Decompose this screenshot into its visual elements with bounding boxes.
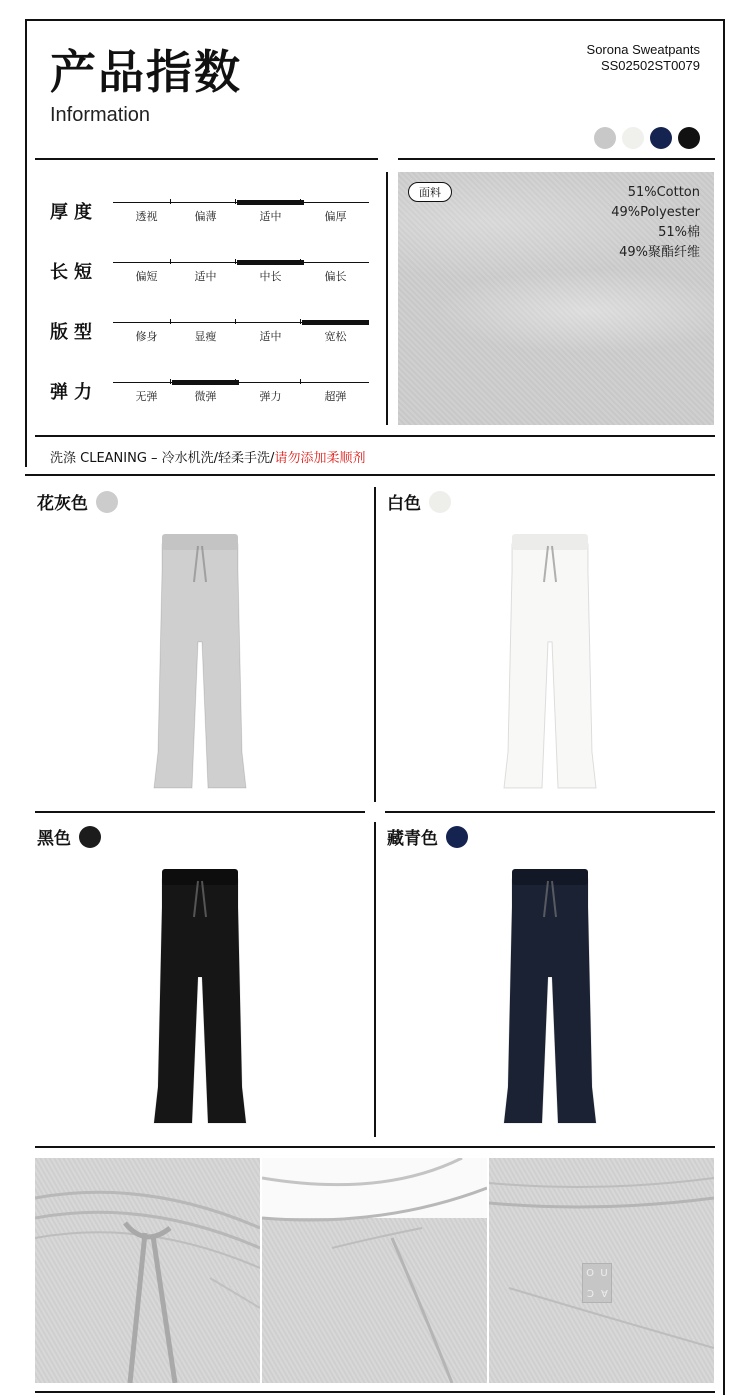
variant-vertical-divider-top <box>374 487 376 802</box>
variant-divider-right <box>385 811 715 813</box>
index-option-label: 微弹 <box>194 390 217 403</box>
index-option-bar <box>302 202 369 203</box>
index-option-label: 无弹 <box>135 390 158 403</box>
cleaning-text: 洗涤 CLEANING – 冷水机洗/轻柔手洗/ <box>50 451 275 466</box>
index-tick <box>170 259 171 264</box>
index-option <box>172 202 239 222</box>
index-vertical-divider <box>386 172 388 425</box>
page-subtitle: Information <box>50 104 151 126</box>
pants-waistband <box>162 869 238 885</box>
index-option <box>113 322 180 342</box>
color-swatches <box>594 127 700 149</box>
index-option <box>302 382 369 402</box>
pocket-illustration <box>262 1158 487 1383</box>
index-option-label: 修身 <box>135 330 158 343</box>
index-option <box>113 202 180 222</box>
index-tick <box>235 379 236 384</box>
pants-body <box>154 544 246 788</box>
index-option-bar <box>302 382 369 383</box>
brand-logo-patch <box>582 1263 612 1303</box>
variant-title <box>37 824 101 849</box>
index-option-label: 适中 <box>259 210 282 223</box>
variant-divider-left <box>35 811 365 813</box>
color-swatch <box>650 127 672 149</box>
index-option-label: 适中 <box>259 330 282 343</box>
fabric-line: 51%Cotton <box>627 185 700 200</box>
index-option-label: 偏长 <box>324 270 347 283</box>
logo-letter: A <box>600 1287 608 1298</box>
pants-waistband <box>162 534 238 550</box>
detail-photo-drawstring <box>35 1158 260 1383</box>
index-option-label: 透视 <box>135 210 158 223</box>
pants-image <box>500 532 600 792</box>
index-tick <box>170 379 171 384</box>
page-bottom-rule <box>35 1391 715 1393</box>
index-option-bar <box>302 320 369 325</box>
fabric-composition <box>611 183 700 263</box>
variant-name: 白色 <box>387 494 421 514</box>
cleaning-warning: 请勿添加柔顺剂 <box>274 451 366 466</box>
variant-title <box>387 489 451 514</box>
variant-title <box>387 824 468 849</box>
index-option-label: 适中 <box>194 270 217 283</box>
variant-color-dot <box>96 491 118 513</box>
index-option <box>172 262 239 282</box>
index-tick <box>300 379 301 384</box>
pants-body <box>504 879 596 1123</box>
index-tick <box>170 319 171 324</box>
index-tick <box>300 259 301 264</box>
variant-color-dot <box>446 826 468 848</box>
index-option-bar <box>172 380 239 385</box>
variant-name: 黑色 <box>37 829 71 849</box>
index-option <box>302 262 369 282</box>
index-option-bar <box>237 382 304 383</box>
fabric-tag: 面料 <box>408 182 452 202</box>
index-option-label: 偏薄 <box>194 210 217 223</box>
color-swatch <box>594 127 616 149</box>
frame-left <box>25 19 27 467</box>
index-option-label: 超弹 <box>324 390 347 403</box>
index-option <box>302 202 369 222</box>
detail-photo-logo <box>489 1158 714 1383</box>
product-name: Sorona Sweatpants <box>586 42 700 57</box>
header-divider-right <box>398 158 715 160</box>
index-option-label: 偏厚 <box>324 210 347 223</box>
index-option-label: 弹力 <box>259 390 282 403</box>
index-option-selected <box>172 382 239 402</box>
pants-body <box>154 879 246 1123</box>
index-option-selected <box>237 262 304 282</box>
cleaning-instructions <box>50 447 365 466</box>
pants-image <box>150 532 250 792</box>
index-option-bar <box>237 260 304 265</box>
index-option-bar <box>172 322 239 323</box>
pants-waistband <box>512 869 588 885</box>
variant-color-dot <box>429 491 451 513</box>
pants-waistband <box>512 534 588 550</box>
index-tick <box>300 319 301 324</box>
frame-right <box>723 19 725 1395</box>
index-row-label: 长短 <box>50 262 98 283</box>
index-tick <box>300 199 301 204</box>
logo-letter: O <box>586 1268 594 1279</box>
cleaning-top-divider <box>35 435 715 437</box>
index-row-label: 厚度 <box>50 202 98 223</box>
index-option-bar <box>237 322 304 323</box>
color-swatch <box>622 127 644 149</box>
index-option <box>237 382 304 402</box>
index-tick <box>235 319 236 324</box>
color-swatch <box>678 127 700 149</box>
index-option <box>237 322 304 342</box>
index-tick <box>235 199 236 204</box>
index-option-label: 偏短 <box>135 270 158 283</box>
variant-name: 藏青色 <box>387 829 438 849</box>
index-option-bar <box>237 200 304 205</box>
index-row-label: 版型 <box>50 322 98 343</box>
index-option-bar <box>302 262 369 263</box>
index-tick <box>235 259 236 264</box>
index-option <box>113 382 180 402</box>
index-option <box>172 322 239 342</box>
fabric-line: 49%聚酯纤维 <box>619 245 700 260</box>
product-sku: SS02502ST0079 <box>600 58 700 73</box>
detail-photo-pocket <box>262 1158 487 1383</box>
index-option-bar <box>172 262 239 263</box>
index-row-label: 弹力 <box>50 382 98 403</box>
variant-vertical-divider-bottom <box>374 822 376 1137</box>
pants-body <box>504 544 596 788</box>
logo-letter: C <box>586 1287 594 1298</box>
drawstring-illustration <box>35 1158 260 1383</box>
variant-title <box>37 489 118 514</box>
frame-top <box>25 19 725 21</box>
fabric-line: 49%Polyester <box>611 205 700 220</box>
index-option-label: 宽松 <box>324 330 347 343</box>
index-option-selected <box>237 202 304 222</box>
index-option-selected <box>302 322 369 342</box>
cleaning-bottom-divider <box>25 474 715 476</box>
pants-image <box>150 867 250 1127</box>
index-option-label: 中长 <box>259 270 282 283</box>
product-info <box>587 42 700 74</box>
variant-name: 花灰色 <box>37 494 88 514</box>
header-divider-left <box>35 158 378 160</box>
variant-color-dot <box>79 826 101 848</box>
index-option-label: 显瘦 <box>194 330 217 343</box>
variant-bottom-divider <box>35 1146 715 1148</box>
logo-letter: U <box>600 1268 608 1279</box>
page-title: 产品指数 <box>50 45 242 99</box>
index-option <box>113 262 180 282</box>
pants-image <box>500 867 600 1127</box>
index-option-bar <box>172 202 239 203</box>
index-tick <box>170 199 171 204</box>
fabric-line: 51%棉 <box>658 225 700 240</box>
